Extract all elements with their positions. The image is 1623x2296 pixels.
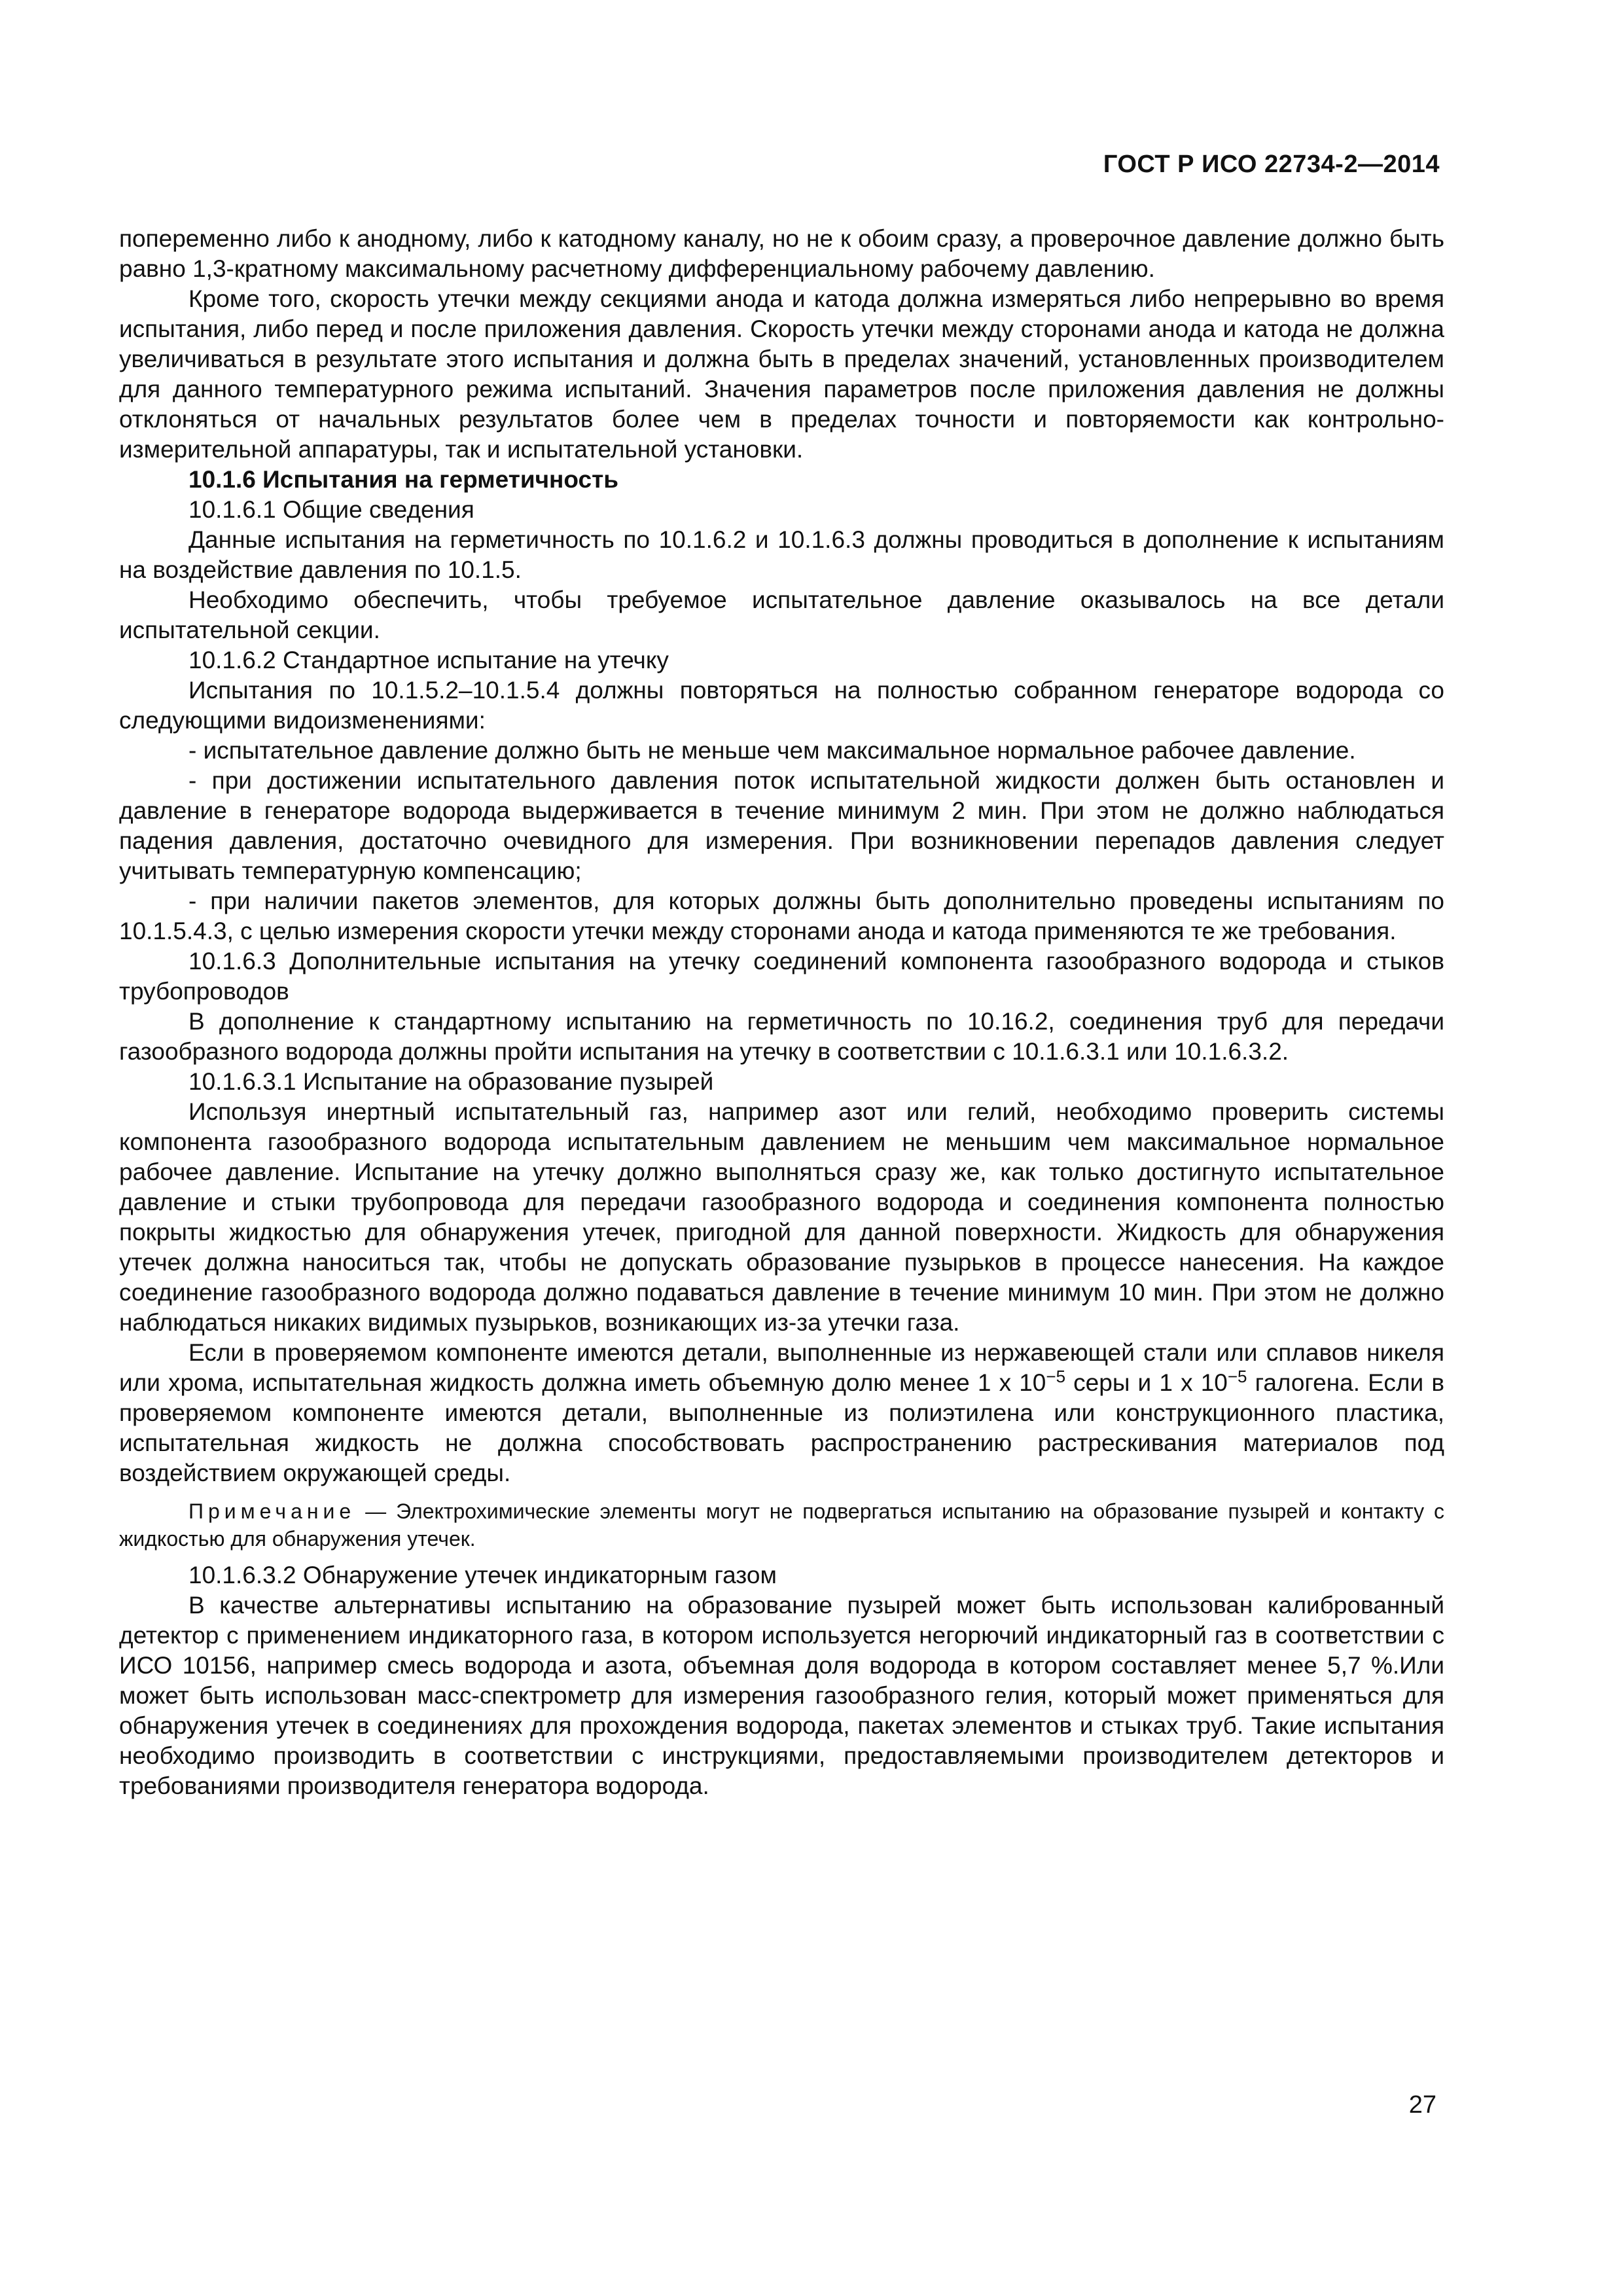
paragraph: Испытания по 10.1.5.2–10.1.5.4 должны повторяться на полностью собранном генераторе водорода со следующими видоизменениями: [119, 677, 1444, 734]
exponent: −5 [1227, 1367, 1247, 1386]
exponent: −5 [1046, 1367, 1066, 1386]
paragraph: Кроме того, скорость утечки между секциями анода и катода должна измеряться либо непрерывно во время испытания, либо перед и после приложения давления. Скорость утечки между сторонами анода и катода не должна увеличиваться в результате этого испытания и должна быть в пределах значений, установленных производителем для данного температурного режима испытаний. Значения параметров после приложения давления не должны отклоняться от начальных результатов более чем в пределах точности и повторяемости как контрольно-измерительной аппаратуры, так и испытательной установки. [119, 285, 1444, 463]
note-text: — Электрохимические элементы могут не подвергаться испытанию на образование пузырей и контакту с жидкостью для обнаружения утечек. [119, 1499, 1444, 1551]
note-label: Примечание [188, 1499, 356, 1523]
paragraph-text: Если в проверяемом компоненте имеются детали, выполненные из нержавеющей стали или сплавов никеля или хрома, испытательная жидкость должна иметь объемную долю менее 1 x 10 [119, 1339, 1444, 1396]
section-heading-10-1-6: 10.1.6 Испытания на герметичность [188, 466, 618, 493]
subsection-heading-10-1-6-3-1: 10.1.6.3.1 Испытание на образование пузырей [188, 1068, 714, 1095]
paragraph: Используя инертный испытательный газ, например азот или гелий, необходимо проверить системы компонента газообразного водорода испытательным давлением не меньшим чем максимальное нормальное рабочее давление. Испытание на утечку должно выполняться сразу же, как только достигнуто испытательное давление и стыки трубопровода для передачи газообразного водорода и соединения компонента полностью покрыты жидкостью для обнаружения утечек, пригодной для данной поверхности. Жидкость для обнаружения утечек должна наноситься так, чтобы не допускать образование пузырьков в процессе нанесения. На каждое соединение газообразного водорода должно подаваться давление в течение минимум 10 мин. При этом не должно наблюдаться никаких видимых пузырьков, возникающих из-за утечки газа. [119, 1098, 1444, 1336]
paragraph-text: серы и 1 x 10 [1065, 1369, 1228, 1396]
subsection-heading-10-1-6-2: 10.1.6.2 Стандартное испытание на утечку [188, 647, 669, 673]
paragraph: Данные испытания на герметичность по 10.1.6.2 и 10.1.6.3 должны проводиться в дополнение к испытаниям на воздействие давления по 10.1.5. [119, 526, 1444, 583]
paragraph: Необходимо обеспечить, чтобы требуемое испытательное давление оказывалось на все детали испытательной секции. [119, 586, 1444, 643]
body-text [119, 224, 1444, 1801]
note [119, 1498, 1444, 1552]
subsection-heading-10-1-6-1: 10.1.6.1 Общие сведения [188, 496, 474, 523]
list-item: - при достижении испытательного давления поток испытательной жидкости должен быть остановлен и давление в генераторе водорода выдерживается в течение минимум 2 мин. При этом не должно наблюдаться падения давления, достаточно очевидного для измерения. При возникновении перепадов давления следует учитывать температурную компенсацию; [119, 767, 1444, 884]
paragraph [119, 1338, 1444, 1488]
subsection-heading-10-1-6-3: 10.1.6.3 Дополнительные испытания на утечку соединений компонента газообразного водорода и стыков трубопроводов [119, 948, 1444, 1005]
paragraph-text: галогена. Если в проверяемом компоненте имеются детали, выполненные из полиэтилена или конструкционного пластика, испытательная жидкость не должна способствовать распространению растрескивания материалов под воздействием окружающей среды. [119, 1369, 1444, 1486]
paragraph: попеременно либо к анодному, либо к катодному каналу, но не к обоим сразу, а проверочное давление должно быть равно 1,3-кратному максимальному расчетному дифференциальному рабочему давлению. [119, 225, 1444, 282]
paragraph: В качестве альтернативы испытанию на образование пузырей может быть использован калиброванный детектор с применением индикаторного газа, в котором используется негорючий индикаторный газ в соответствии с ИСО 10156, например смесь водорода и азота, объемная доля водорода в котором составляет менее 5,7 %.Или может быть использован масс-спектрометр для измерения газообразного гелия, который может применяться для обнаружения утечек в соединениях для прохождения водорода, пакетах элементов и стыках труб. Такие испытания необходимо производить в соответствии с инструкциями, предоставляемыми производителем детекторов и требованиями производителя генератора водорода. [119, 1592, 1444, 1799]
standard-code-header: ГОСТ Р ИСО 22734-2—2014 [1103, 151, 1440, 178]
list-item: - испытательное давление должно быть не меньше чем максимальное нормальное рабочее давление. [188, 737, 1356, 764]
page-number: 27 [1408, 2091, 1436, 2119]
subsection-heading-10-1-6-3-2: 10.1.6.3.2 Обнаружение утечек индикаторным газом [188, 1562, 777, 1588]
list-item: - при наличии пакетов элементов, для которых должны быть дополнительно проведены испытаниям по 10.1.5.4.3, с целью измерения скорости утечки между сторонами анода и катода применяются те же требования. [119, 888, 1444, 944]
paragraph: В дополнение к стандартному испытанию на герметичность по 10.16.2, соединения труб для передачи газообразного водорода должны пройти испытания на утечку в соответствии с 10.1.6.3.1 или 10.1.6.3.2. [119, 1008, 1444, 1065]
